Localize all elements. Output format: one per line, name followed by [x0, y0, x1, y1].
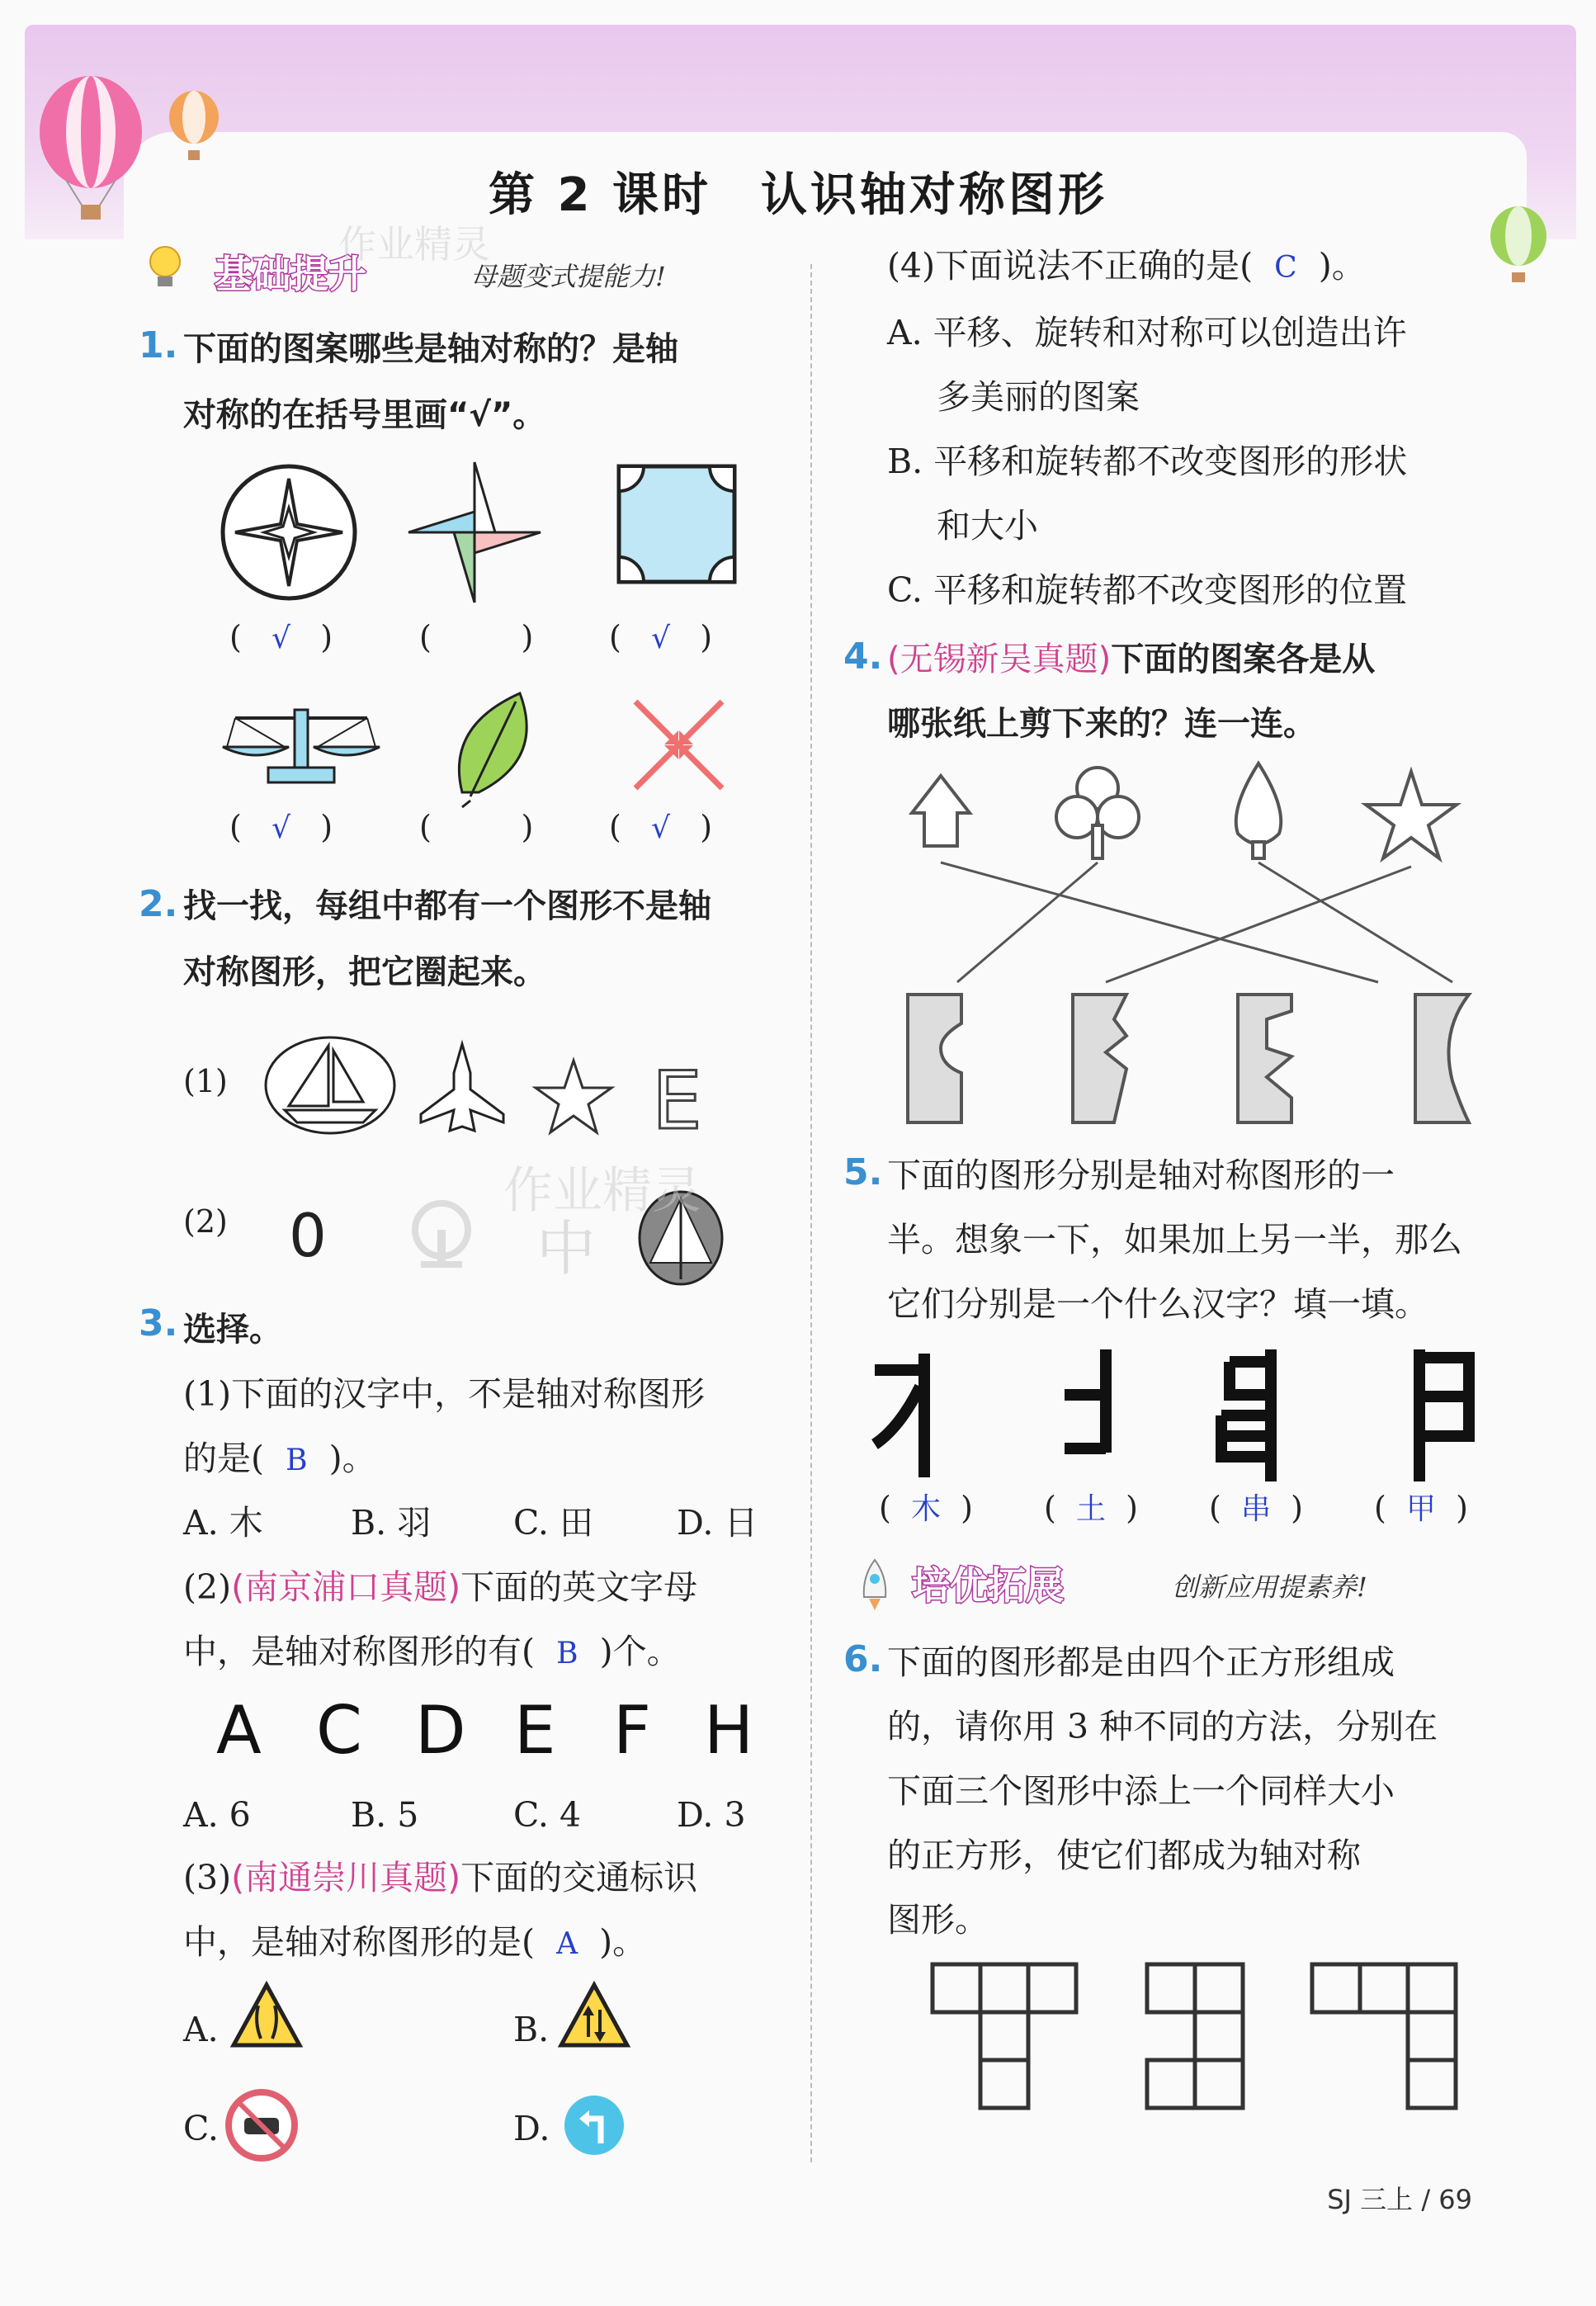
pinwheel-figure	[404, 458, 545, 607]
q3-letter-d: D	[415, 1692, 466, 1769]
q6-text-line2: 的，请你用 3 种不同的方法，分别在	[887, 1707, 1438, 1746]
inward-arrows-figure	[631, 697, 726, 792]
q1-paren-4: ( √ )	[229, 809, 333, 845]
q5-text-line3: 它们分别是一个什么汉字？填一填。	[887, 1284, 1428, 1324]
q5-number: 5.	[843, 1151, 883, 1193]
q3-p3-label-b: B.	[513, 2010, 550, 2049]
q3-p2-line2-pre: 中，是轴对称图形的有(	[183, 1632, 535, 1671]
q3-p3-answer: A	[556, 1927, 578, 1961]
small-balloon-icon	[165, 91, 223, 165]
q3-letter-f: F	[613, 1692, 652, 1769]
compass-star-figure	[219, 462, 359, 602]
column-divider	[810, 264, 812, 2162]
q6-text	[887, 1630, 1438, 1952]
q3-part1	[183, 1362, 705, 1493]
q3-p4-option-c: C. 平移和旋转都不改变图形的位置	[887, 570, 1407, 610]
watermark: 作业精灵	[338, 222, 490, 267]
folded-paper-2	[1073, 995, 1126, 1122]
q4-source: (无锡新吴真题)	[887, 640, 1112, 678]
q6-square-grids	[924, 1956, 1485, 2121]
q1-number: 1.	[139, 324, 178, 366]
q3-part4	[887, 234, 1407, 622]
q3-p4-line1-post: )。	[1318, 246, 1366, 286]
q5-text	[887, 1143, 1462, 1336]
jet-plane-figure	[417, 1040, 508, 1139]
q3-part3	[183, 1845, 697, 1977]
q2-group2-label: (2)	[183, 1203, 228, 1240]
q5-paren-3: ( 串 )	[1209, 1490, 1303, 1526]
q3-p4-option-b-line2: 和大小	[937, 506, 1038, 546]
q3-p3-line1-post: 下面的交通标识	[460, 1858, 698, 1897]
q3-p1-line2-post: )。	[328, 1439, 376, 1478]
q3-p4-line1-pre: (4)下面说法不正确的是(	[887, 246, 1254, 286]
balance-scale-figure	[219, 702, 384, 792]
q3-p1-option-d: D. 日	[677, 1503, 758, 1543]
rocket-icon	[854, 1556, 895, 1614]
star-figure	[532, 1056, 615, 1139]
q3-p2-option-b: B. 5	[351, 1795, 419, 1835]
q5-text-line2: 半。想象一下，如果加上另一半，那么	[887, 1220, 1462, 1259]
q3-p1-option-c: C. 田	[513, 1503, 593, 1543]
road-narrows-sign-icon	[229, 1981, 304, 2051]
q1-paren-2: ( )	[419, 619, 534, 655]
page-footer: SJ 三上 / 69	[1327, 2184, 1472, 2215]
q1-text-line2: 对称的在括号里画“√”。	[183, 396, 546, 434]
q3-p3-line2-pre: 中，是轴对称图形的是(	[183, 1922, 535, 1962]
q3-p2-source: (南京浦口真题)	[231, 1567, 461, 1607]
char-zhong-figure: 中	[536, 1214, 597, 1283]
q3-p2-pre: (2)	[183, 1567, 232, 1607]
lightbulb-icon	[144, 243, 186, 293]
star-shape	[1366, 772, 1457, 858]
q3-p2-line2-post: )个。	[599, 1632, 681, 1671]
q3-p3-pre: (3)	[183, 1858, 232, 1897]
q1-paren-5: ( )	[419, 809, 534, 845]
turn-left-sign-icon	[561, 2092, 627, 2158]
q3-p1-option-a: A. 木	[183, 1503, 263, 1543]
q2-text-line2: 对称图形，把它圈起来。	[183, 953, 546, 991]
page-title: 第 2 课时 认识轴对称图形	[489, 168, 1107, 222]
rail-logo-figure	[404, 1197, 479, 1271]
q3-part2	[183, 1555, 697, 1686]
grid-figure-1	[933, 1964, 1076, 2108]
q6-text-line4: 的正方形，使它们都成为轴对称	[887, 1836, 1361, 1875]
q3-letter-a: A	[216, 1692, 262, 1769]
q1-answer-1: √	[272, 621, 291, 655]
q5-half-characters	[866, 1337, 1494, 1486]
q3-p2-answer: B	[556, 1637, 578, 1670]
leaf-figure	[446, 685, 545, 809]
half-char-tu	[1065, 1349, 1106, 1453]
q3-text: 选择。	[183, 1311, 282, 1349]
q1-answer-6: √	[651, 811, 671, 845]
q3-p4-line1	[887, 234, 1407, 300]
q3-letter-c: C	[316, 1692, 362, 1769]
section-heading-basic: 基础提升	[215, 252, 366, 296]
q5-answer-2: 土	[1075, 1492, 1106, 1526]
q3-p3-label-c: C.	[183, 2109, 219, 2148]
q6-text-line3: 下面三个图形中添上一个同样大小	[887, 1771, 1395, 1811]
q6-text-line5: 图形。	[887, 1900, 989, 1940]
q5-answer-4: 甲	[1405, 1492, 1436, 1526]
q3-p2-line2	[183, 1619, 697, 1686]
folded-paper-3	[1238, 995, 1291, 1122]
digit-zero-figure: 0	[289, 1201, 327, 1270]
q5-text-line1: 下面的图形分别是轴对称图形的一	[887, 1155, 1395, 1195]
q3-p1-line2	[183, 1426, 705, 1493]
q3-p4-option-a-line1: A. 平移、旋转和对称可以创造出许	[887, 313, 1407, 352]
grid-figure-3	[1312, 1964, 1456, 2108]
two-way-traffic-sign-icon	[557, 1981, 631, 2051]
q6-number: 6.	[843, 1638, 883, 1680]
watermark-2: 作业精灵	[503, 1162, 701, 1220]
q1-text	[183, 316, 678, 448]
q3-letter-h: H	[704, 1692, 754, 1769]
q4-matching-diagram	[875, 751, 1502, 1131]
q2-text-line1: 找一找，每组中都有一个图形不是轴	[183, 887, 711, 925]
q3-p3-label-a: A.	[183, 2010, 219, 2049]
q5-answer-3: 串	[1240, 1492, 1271, 1526]
q3-p1-answer: B	[286, 1444, 308, 1477]
folded-paper-1	[908, 995, 961, 1122]
q3-p3-line2-post: )。	[599, 1922, 647, 1962]
q5-paren-2: ( 土 )	[1044, 1490, 1138, 1526]
half-char-jia	[1419, 1349, 1469, 1481]
q4-text-line2: 哪张纸上剪下来的？连一连。	[887, 705, 1316, 743]
q5-paren-1: ( 木 )	[879, 1490, 973, 1526]
q3-number: 3.	[139, 1302, 178, 1344]
q2-group1-label: (1)	[183, 1063, 228, 1099]
square-arcs-figure	[615, 462, 739, 586]
grid-figure-2	[1147, 1964, 1243, 2108]
q3-p2-line1	[183, 1555, 697, 1619]
q5-answer-1: 木	[910, 1492, 941, 1526]
folded-paper-4	[1415, 995, 1469, 1122]
q3-p3-line1	[183, 1845, 697, 1910]
q1-paren-1: ( √ )	[229, 619, 333, 655]
half-char-mu	[875, 1354, 924, 1477]
q1-text-line1: 下面的图案哪些是轴对称的？是轴	[183, 330, 678, 368]
q1-answer-3: √	[651, 621, 671, 655]
no-cars-sign-icon	[224, 2088, 299, 2162]
section-heading-advanced: 培优拓展	[912, 1563, 1064, 1608]
letter-e-figure: E	[652, 1055, 702, 1147]
section-subtitle-basic: 母题变式提能力!	[470, 261, 666, 292]
q3-p4-answer: C	[1274, 251, 1297, 285]
q1-answer-4: √	[272, 811, 291, 845]
q3-p4-option-a-line2: 多美丽的图案	[937, 377, 1140, 417]
q3-p1-option-b: B. 羽	[351, 1503, 432, 1543]
q4-text-line1-main: 下面的图案各是从	[1111, 640, 1376, 678]
q3-letter-e: E	[514, 1692, 556, 1769]
q3-p2-line1-post: 下面的英文字母	[460, 1567, 698, 1607]
half-char-chuan	[1221, 1349, 1271, 1481]
q3-p3-source: (南通崇川真题)	[231, 1858, 461, 1897]
q4-number: 4.	[843, 636, 883, 678]
q3-p1-line1: (1)下面的汉字中，不是轴对称图形	[183, 1374, 706, 1414]
q6-text-line1: 下面的图形都是由四个正方形组成	[887, 1642, 1395, 1682]
q1-paren-3: ( √ )	[609, 619, 713, 655]
q3-p3-label-d: D.	[513, 2109, 550, 2148]
q5-paren-4: ( 甲 )	[1374, 1490, 1468, 1526]
sailboat-figure	[264, 1036, 396, 1135]
q3-p1-line2-pre: 的是(	[183, 1439, 264, 1478]
q2-number: 2.	[139, 883, 178, 925]
q3-p3-line2	[183, 1910, 697, 1977]
q2-text	[183, 873, 711, 1005]
arrow-shape	[912, 776, 970, 846]
q3-p4-option-b-line1: B. 平移和旋转都不改变图形的形状	[887, 442, 1408, 481]
q1-paren-6: ( √ )	[609, 809, 713, 845]
q3-p2-option-a: A. 6	[183, 1795, 251, 1835]
q4-text	[887, 627, 1375, 756]
q3-p2-option-d: D. 3	[677, 1795, 746, 1835]
tree-shape	[1236, 763, 1281, 858]
club-shape	[1056, 768, 1139, 858]
q4-text-line1	[887, 627, 1375, 692]
section-subtitle-advanced: 创新应用提素养!	[1172, 1571, 1367, 1603]
q3-p2-option-c: C. 4	[513, 1795, 582, 1835]
